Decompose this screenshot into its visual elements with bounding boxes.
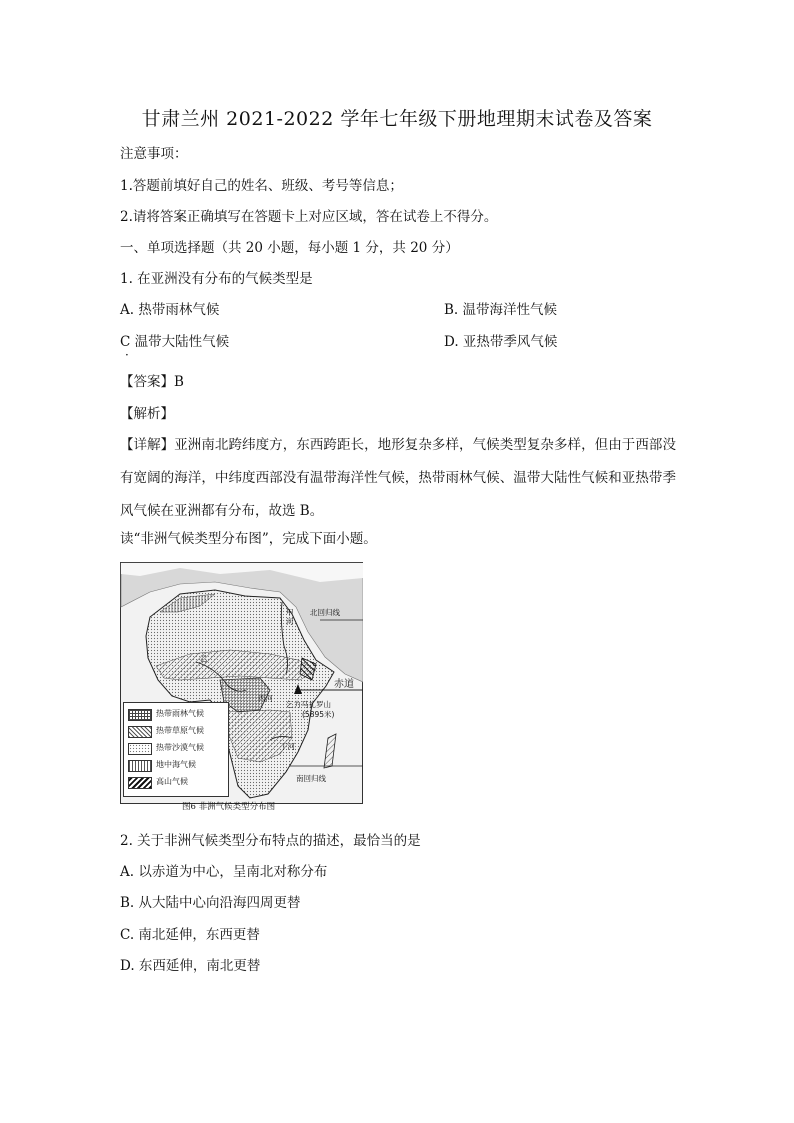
desert-swatch <box>128 743 152 755</box>
q1-option-d: D. 亚热带季风气候 <box>444 334 558 350</box>
q2-option-b: B. 从大陆中心向沿海四周更替 <box>120 895 301 911</box>
q1-analysis-heading: 【解析】 <box>120 406 174 422</box>
legend-label: 热带草原气候 <box>156 726 204 735</box>
notice-heading: 注意事项： <box>120 146 188 162</box>
map-legend <box>123 702 229 797</box>
section-heading: 一、单项选择题（共 20 小题，每小题 1 分，共 20 分） <box>120 240 459 256</box>
label-tropic-capricorn: 南回归线 <box>296 774 326 783</box>
q2-option-a: A. 以赤道为中心，呈南北对称分布 <box>120 864 328 880</box>
q2-option-d: D. 东西延伸，南北更替 <box>120 958 261 974</box>
notice-item-2: 2.请将答案正确填写在答题卡上对应区域，答在试卷上不得分。 <box>120 209 498 225</box>
label-equator: 赤道 <box>334 679 354 690</box>
figure-caption: 图6 非洲气候类型分布图 <box>182 802 276 812</box>
label-kilimanjaro: 乞力马扎罗山 <box>286 700 331 709</box>
legend-item <box>128 724 226 738</box>
q1-option-c: C 温带大陆性气候 <box>120 334 230 350</box>
legend-label: 热带沙漠气候 <box>156 743 204 752</box>
q2-option-c: C. 南北延伸，东西更替 <box>120 927 260 943</box>
legend-item <box>128 775 226 789</box>
africa-climate-map <box>120 562 363 817</box>
mediterranean-swatch <box>128 760 152 772</box>
q1-answer: 【答案】B <box>120 374 184 390</box>
legend-label: 热带雨林气候 <box>156 709 204 718</box>
q1-option-a: A. 热带雨林气候 <box>120 302 220 318</box>
q1-option-c-dot: · <box>125 348 129 362</box>
q2-stem: 2. 关于非洲气候类型分布特点的描述，最恰当的是 <box>120 833 421 849</box>
label-kilimanjaro-height: (5895米) <box>302 710 335 719</box>
legend-label: 地中海气候 <box>156 760 196 769</box>
legend-item <box>128 758 226 772</box>
legend-item <box>128 741 226 755</box>
q1-option-b: B. 温带海洋性气候 <box>444 302 558 318</box>
label-river-ding: 丁河 <box>280 742 295 751</box>
label-river-yi: 乙 <box>200 654 208 663</box>
notice-item-1: 1.答题前填好自己的姓名、班级、考号等信息； <box>120 178 403 194</box>
savanna-swatch <box>128 726 152 738</box>
q1-detail: 【详解】亚洲南北跨纬度方，东西跨距长，地形复杂多样，气候类型复杂多样，但由于西部没有宽阔的海洋，中纬度西部没有温带海洋性气候，热带雨林气候、温带大陆性气候和亚热带季风气候在亚洲都有分布，故选 B。 <box>120 437 676 519</box>
label-river-jia: 甲 河 <box>286 608 294 626</box>
legend-item <box>128 707 226 721</box>
reading-prompt: 读“非洲气候类型分布图”，完成下面小题。 <box>120 531 377 547</box>
label-tropic-cancer: 北回归线 <box>310 608 340 617</box>
document-title: 甘肃兰州 2021-2022 学年七年级下册地理期末试卷及答案 <box>141 108 653 130</box>
mountain-swatch <box>128 777 152 789</box>
legend-label: 高山气候 <box>156 777 188 786</box>
rainforest-swatch <box>128 709 152 721</box>
q1-stem: 1. 在亚洲没有分布的气候类型是 <box>120 271 313 287</box>
label-river-bing: 丙河 <box>258 694 273 703</box>
